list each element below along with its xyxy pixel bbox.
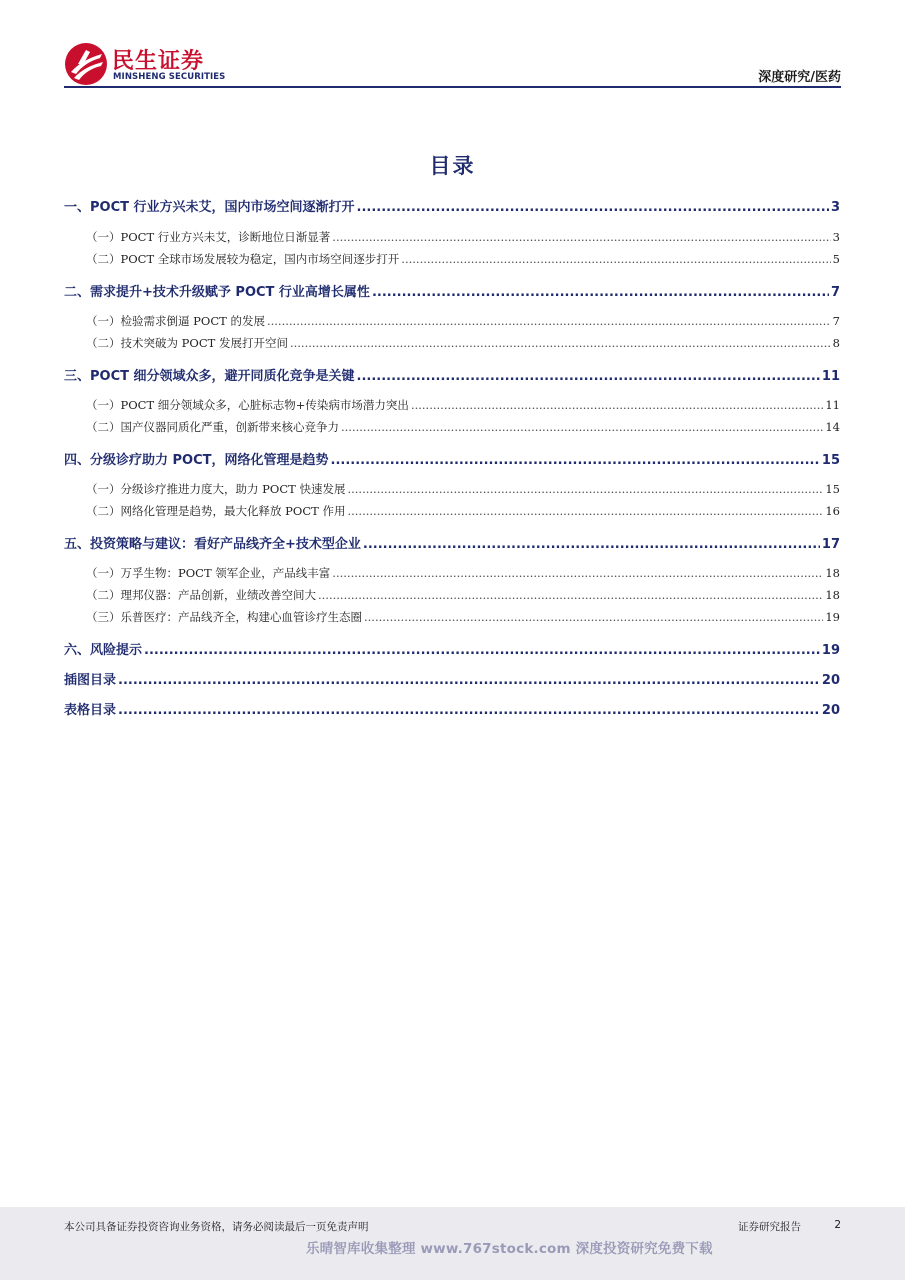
toc-entry-label: （一）POCT 行业方兴未艾，诊断地位日渐显著 [86,230,331,244]
toc-entry[interactable] [86,565,840,581]
toc-entry-label: （三）乐普医疗：产品线齐全，构建心血管诊疗生态圈 [86,610,362,624]
toc-entry[interactable] [86,335,840,351]
toc-entry[interactable] [86,419,840,435]
toc-entry-page: 19 [821,643,840,658]
toc-entry-page: 15 [825,482,840,496]
toc-entry-page: 7 [830,285,840,300]
toc-entry[interactable] [86,609,840,625]
logo-chinese-name: 民生证券 [112,49,205,74]
toc-entry-label: 二、需求提升+技术升级赋予 POCT 行业高增长属性 [64,285,370,300]
toc-entry[interactable] [64,669,840,688]
toc-leader [267,314,831,328]
toc-entry[interactable] [64,449,840,468]
toc-entry[interactable] [64,196,840,215]
toc-leader [341,420,823,434]
toc-entry-page: 7 [832,314,840,328]
toc-entry-page: 11 [825,398,840,412]
toc-entry-label: 四、分级诊疗助力 POCT，网络化管理是趋势 [64,453,329,468]
toc-entry[interactable] [86,397,840,413]
toc-entry-page: 20 [821,703,840,718]
toc-entry-page: 20 [821,673,840,688]
toc-entry[interactable] [64,699,840,718]
toc-leader [332,230,830,244]
footer-report-type: 证券研究报告 [738,1221,801,1233]
toc-entry-page: 18 [825,566,840,580]
toc-leader [118,703,820,718]
toc-leader [401,252,830,266]
toc-entry-page: 15 [821,453,840,468]
toc-entry-label: （一）万孚生物：POCT 领军企业，产品线丰富 [86,566,331,580]
toc-entry[interactable] [64,365,840,384]
toc-entry[interactable] [64,281,840,300]
toc-entry-label: 三、POCT 细分领域众多，避开同质化竞争是关键 [64,369,355,384]
toc-entry[interactable] [64,639,840,658]
toc-entry[interactable] [86,229,840,245]
report-category: 深度研究/医药 [758,70,841,85]
toc-entry-label: 插图目录 [64,673,117,688]
toc-entry-label: （一）分级诊疗推进力度大，助力 POCT 快速发展 [86,482,346,496]
company-logo [64,42,234,86]
toc-entry-label: 六、风险提示 [64,643,143,658]
toc-entry-page: 14 [825,420,840,434]
toc-entry-page: 3 [830,200,840,215]
toc-entry-label: （二）理邦仪器：产品创新，业绩改善空间大 [86,588,316,602]
toc-entry-page: 16 [825,504,840,518]
toc-entry-label: （一）POCT 细分领域众多，心脏标志物+传染病市场潜力突出 [86,398,409,412]
footer-disclaimer: 本公司具备证券投资咨询业务资格，请务必阅读最后一页免责声明 [64,1221,369,1233]
toc-entry-label: （一）检验需求倒逼 POCT 的发展 [86,314,265,328]
toc-leader [347,482,823,496]
page-header [0,0,905,95]
toc-entry-label: （二）国产仪器同质化严重，创新带来核心竞争力 [86,420,339,434]
toc-leader [318,588,823,602]
toc-leader [357,200,829,215]
footer-watermark: 乐晴智库收集整理 www.767stock.com 深度投资研究免费下载 [306,1241,713,1257]
toc-leader [363,537,820,552]
toc-entry-page: 19 [825,610,840,624]
toc-entry-label: （二）POCT 全球市场发展较为稳定，国内市场空间逐步打开 [86,252,400,266]
minsheng-logo-icon [64,42,108,86]
toc-leader [364,610,823,624]
toc-entry-page: 3 [832,230,840,244]
footer-page-number: 2 [834,1219,841,1231]
toc-leader [357,369,820,384]
page-title: 目录 [429,154,476,178]
toc-entry-label: （二）网络化管理是趋势，最大化释放 POCT 作用 [86,504,346,518]
page-footer [0,1207,905,1280]
toc-leader [347,504,823,518]
toc-entry-label: 一、POCT 行业方兴未艾，国内市场空间逐渐打开 [64,200,355,215]
toc-leader [372,285,829,300]
toc-entry[interactable] [86,481,840,497]
toc-entry[interactable] [86,251,840,267]
header-divider [64,86,841,88]
toc-leader [118,673,820,688]
toc-entry-page: 18 [825,588,840,602]
toc-leader [144,643,820,658]
toc-entry-page: 17 [821,537,840,552]
toc-leader [411,398,823,412]
toc-entry[interactable] [86,587,840,603]
toc-leader [331,453,820,468]
toc-entry[interactable] [86,503,840,519]
toc-entry-label: 表格目录 [64,703,117,718]
toc-entry[interactable] [86,313,840,329]
toc-leader [290,336,831,350]
toc-entry[interactable] [64,533,840,552]
logo-english-name: MINSHENG SECURITIES [113,72,226,82]
toc-leader [332,566,823,580]
toc-entry-page: 11 [821,369,840,384]
toc-entry-label: （二）技术突破为 POCT 发展打开空间 [86,336,288,350]
toc-entry-page: 8 [832,336,840,350]
toc-entry-label: 五、投资策略与建议：看好产品线齐全+技术型企业 [64,537,361,552]
toc-entry-page: 5 [832,252,840,266]
